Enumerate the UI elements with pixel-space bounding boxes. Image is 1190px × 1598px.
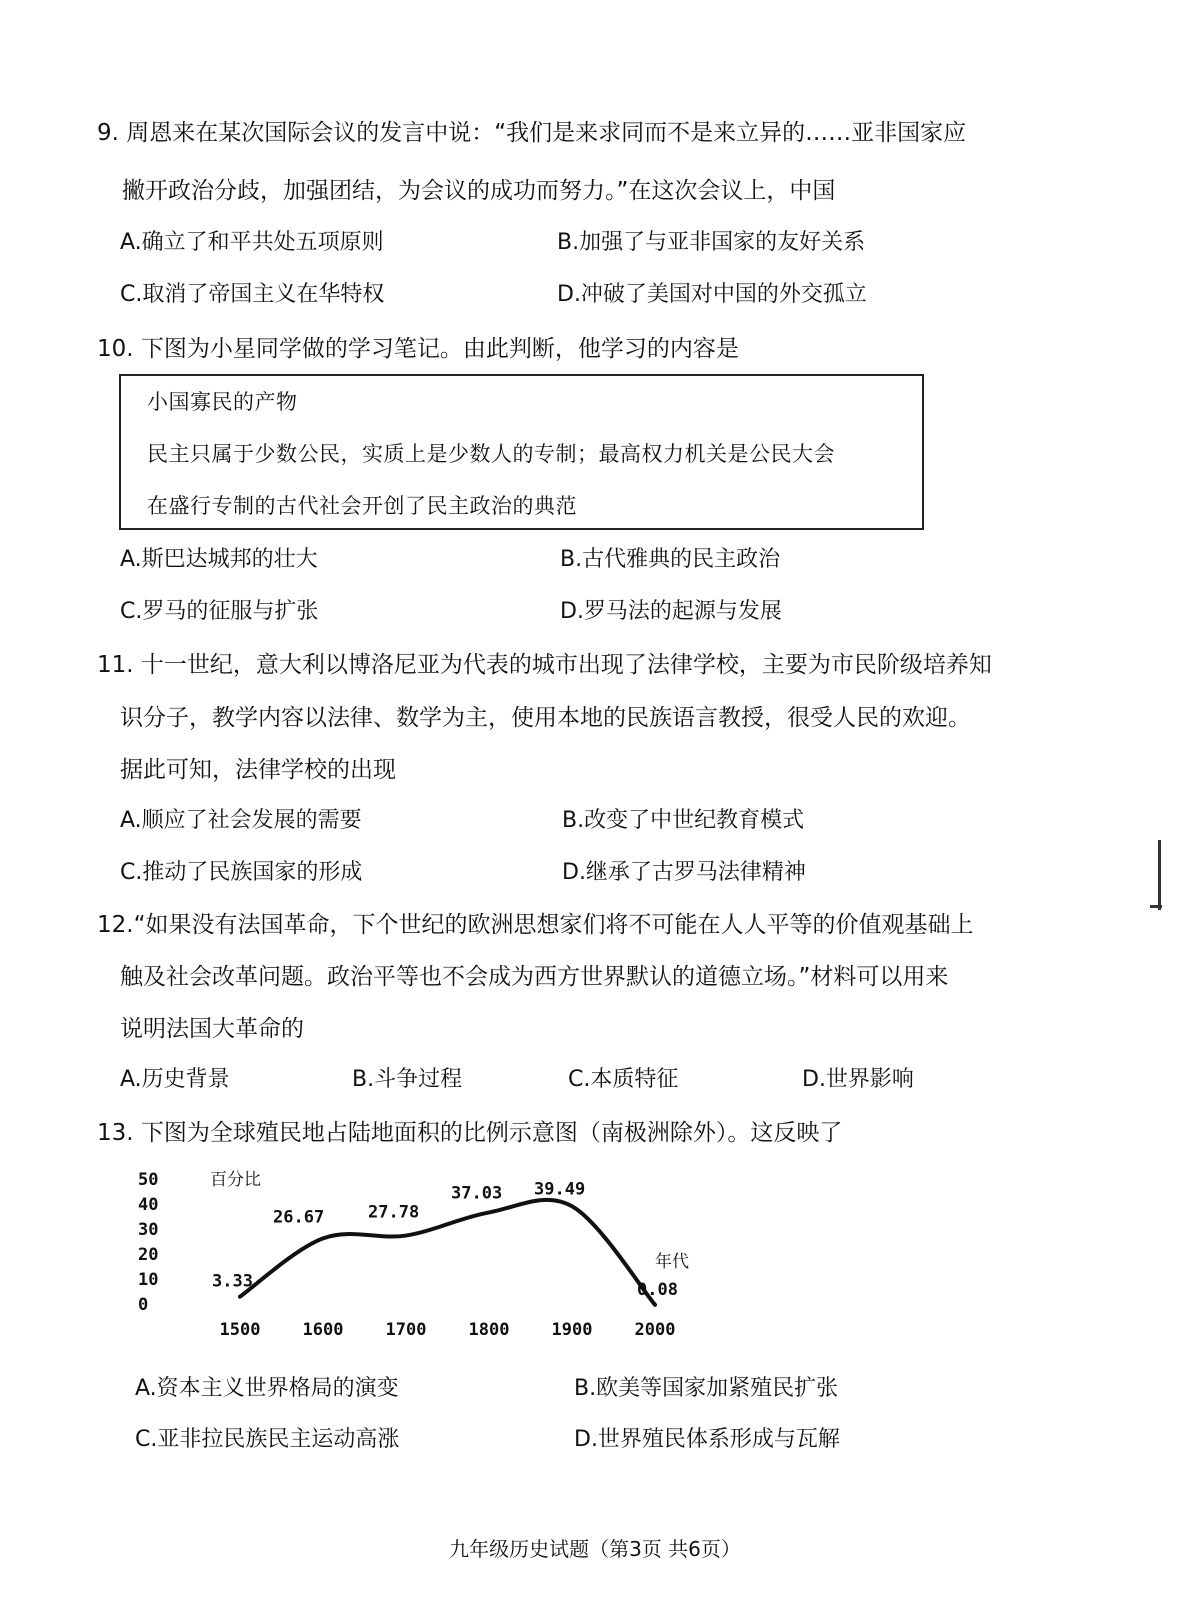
q12-stem-line3: 说明法国大革命的 bbox=[120, 1016, 304, 1042]
q9-option-d: D.冲破了美国对中国的外交孤立 bbox=[557, 282, 867, 307]
y-axis-label: 百分比 bbox=[210, 1170, 261, 1190]
q12-option-a: A.历史背景 bbox=[120, 1067, 230, 1092]
q12-option-c: C.本质特征 bbox=[568, 1067, 679, 1092]
q13-option-b: B.欧美等国家加紧殖民扩张 bbox=[574, 1376, 839, 1401]
q10-option-a: A.斯巴达城邦的壮大 bbox=[120, 547, 318, 572]
q12-stem-line2: 触及社会改革问题。政治平等也不会成为西方世界默认的道德立场。”材料可以用来 bbox=[120, 964, 949, 990]
data-label: 0.08 bbox=[637, 1279, 678, 1300]
q13-option-d: D.世界殖民体系形成与瓦解 bbox=[574, 1427, 840, 1452]
q11-option-d: D.继承了古罗马法律精神 bbox=[562, 860, 806, 885]
study-note-box bbox=[119, 374, 924, 530]
note-line-2: 民主只属于少数公民，实质上是少数人的专制；最高权力机关是公民大会 bbox=[147, 442, 835, 466]
q13-stem: 13. 下图为全球殖民地占陆地面积的比例示意图（南极洲除外）。这反映了 bbox=[97, 1120, 843, 1146]
q9-stem-line2: 撇开政治分歧，加强团结，为会议的成功而努力。”在这次会议上，中国 bbox=[122, 178, 836, 204]
q11-stem-line2: 识分子，教学内容以法律、数学为主，使用本地的民族语言教授，很受人民的欢迎。 bbox=[120, 705, 971, 731]
q11-option-a: A.顺应了社会发展的需要 bbox=[120, 808, 362, 833]
page-footer: 九年级历史试题（第3页 共6页） bbox=[449, 1537, 741, 1561]
q13-option-a: A.资本主义世界格局的演变 bbox=[135, 1376, 399, 1401]
q9-option-a: A.确立了和平共处五项原则 bbox=[120, 230, 384, 255]
y-tick-label: 30 bbox=[138, 1220, 159, 1240]
x-tick-label: 1700 bbox=[385, 1320, 427, 1340]
q10-stem: 10. 下图为小星同学做的学习笔记。由此判断，他学习的内容是 bbox=[97, 336, 739, 362]
q12-option-d: D.世界影响 bbox=[802, 1067, 914, 1092]
colony-area-chart bbox=[130, 1165, 710, 1345]
y-tick-label: 10 bbox=[138, 1270, 159, 1290]
q11-option-b: B.改变了中世纪教育模式 bbox=[562, 808, 805, 833]
x-tick-label: 1900 bbox=[551, 1320, 593, 1340]
data-label: 39.49 bbox=[534, 1179, 586, 1200]
q10-option-b: B.古代雅典的民主政治 bbox=[560, 547, 781, 572]
q9-stem-line1: 9. 周恩来在某次国际会议的发言中说：“我们是来求同而不是来立异的……亚非国家应 bbox=[97, 120, 967, 146]
y-tick-label: 50 bbox=[138, 1170, 159, 1190]
scan-artifact bbox=[1158, 840, 1161, 910]
note-line-3: 在盛行专制的古代社会开创了民主政治的典范 bbox=[147, 494, 577, 518]
x-tick-label: 2000 bbox=[634, 1320, 676, 1340]
q13-option-c: C.亚非拉民族民主运动高涨 bbox=[135, 1427, 400, 1452]
data-label: 3.33 bbox=[212, 1271, 253, 1292]
note-line-1: 小国寡民的产物 bbox=[147, 390, 298, 414]
x-tick-label: 1600 bbox=[302, 1320, 344, 1340]
q12-stem-line1: 12.“如果没有法国革命，下个世纪的欧洲思想家们将不可能在人人平等的价值观基础上 bbox=[97, 912, 974, 938]
x-axis-label: 年代 bbox=[655, 1252, 689, 1272]
q10-option-c: C.罗马的征服与扩张 bbox=[120, 599, 319, 624]
data-label: 37.03 bbox=[451, 1183, 503, 1204]
q11-stem-line3: 据此可知，法律学校的出现 bbox=[120, 757, 396, 783]
q11-option-c: C.推动了民族国家的形成 bbox=[120, 860, 363, 885]
q9-option-b: B.加强了与亚非国家的友好关系 bbox=[557, 230, 866, 255]
q9-option-c: C.取消了帝国主义在华特权 bbox=[120, 282, 385, 307]
q11-stem-line1: 11. 十一世纪，意大利以博洛尼亚为代表的城市出现了法律学校，主要为市民阶级培养知 bbox=[97, 652, 992, 678]
y-tick-label: 40 bbox=[138, 1195, 159, 1215]
y-tick-label: 20 bbox=[138, 1245, 159, 1265]
data-label: 27.78 bbox=[368, 1202, 420, 1223]
x-tick-label: 1500 bbox=[219, 1320, 261, 1340]
q10-option-d: D.罗马法的起源与发展 bbox=[560, 599, 782, 624]
data-label: 26.67 bbox=[273, 1207, 325, 1228]
y-tick-label: 0 bbox=[138, 1295, 149, 1315]
q12-option-b: B.斗争过程 bbox=[352, 1067, 463, 1092]
scan-artifact bbox=[1150, 905, 1162, 908]
x-tick-label: 1800 bbox=[468, 1320, 510, 1340]
